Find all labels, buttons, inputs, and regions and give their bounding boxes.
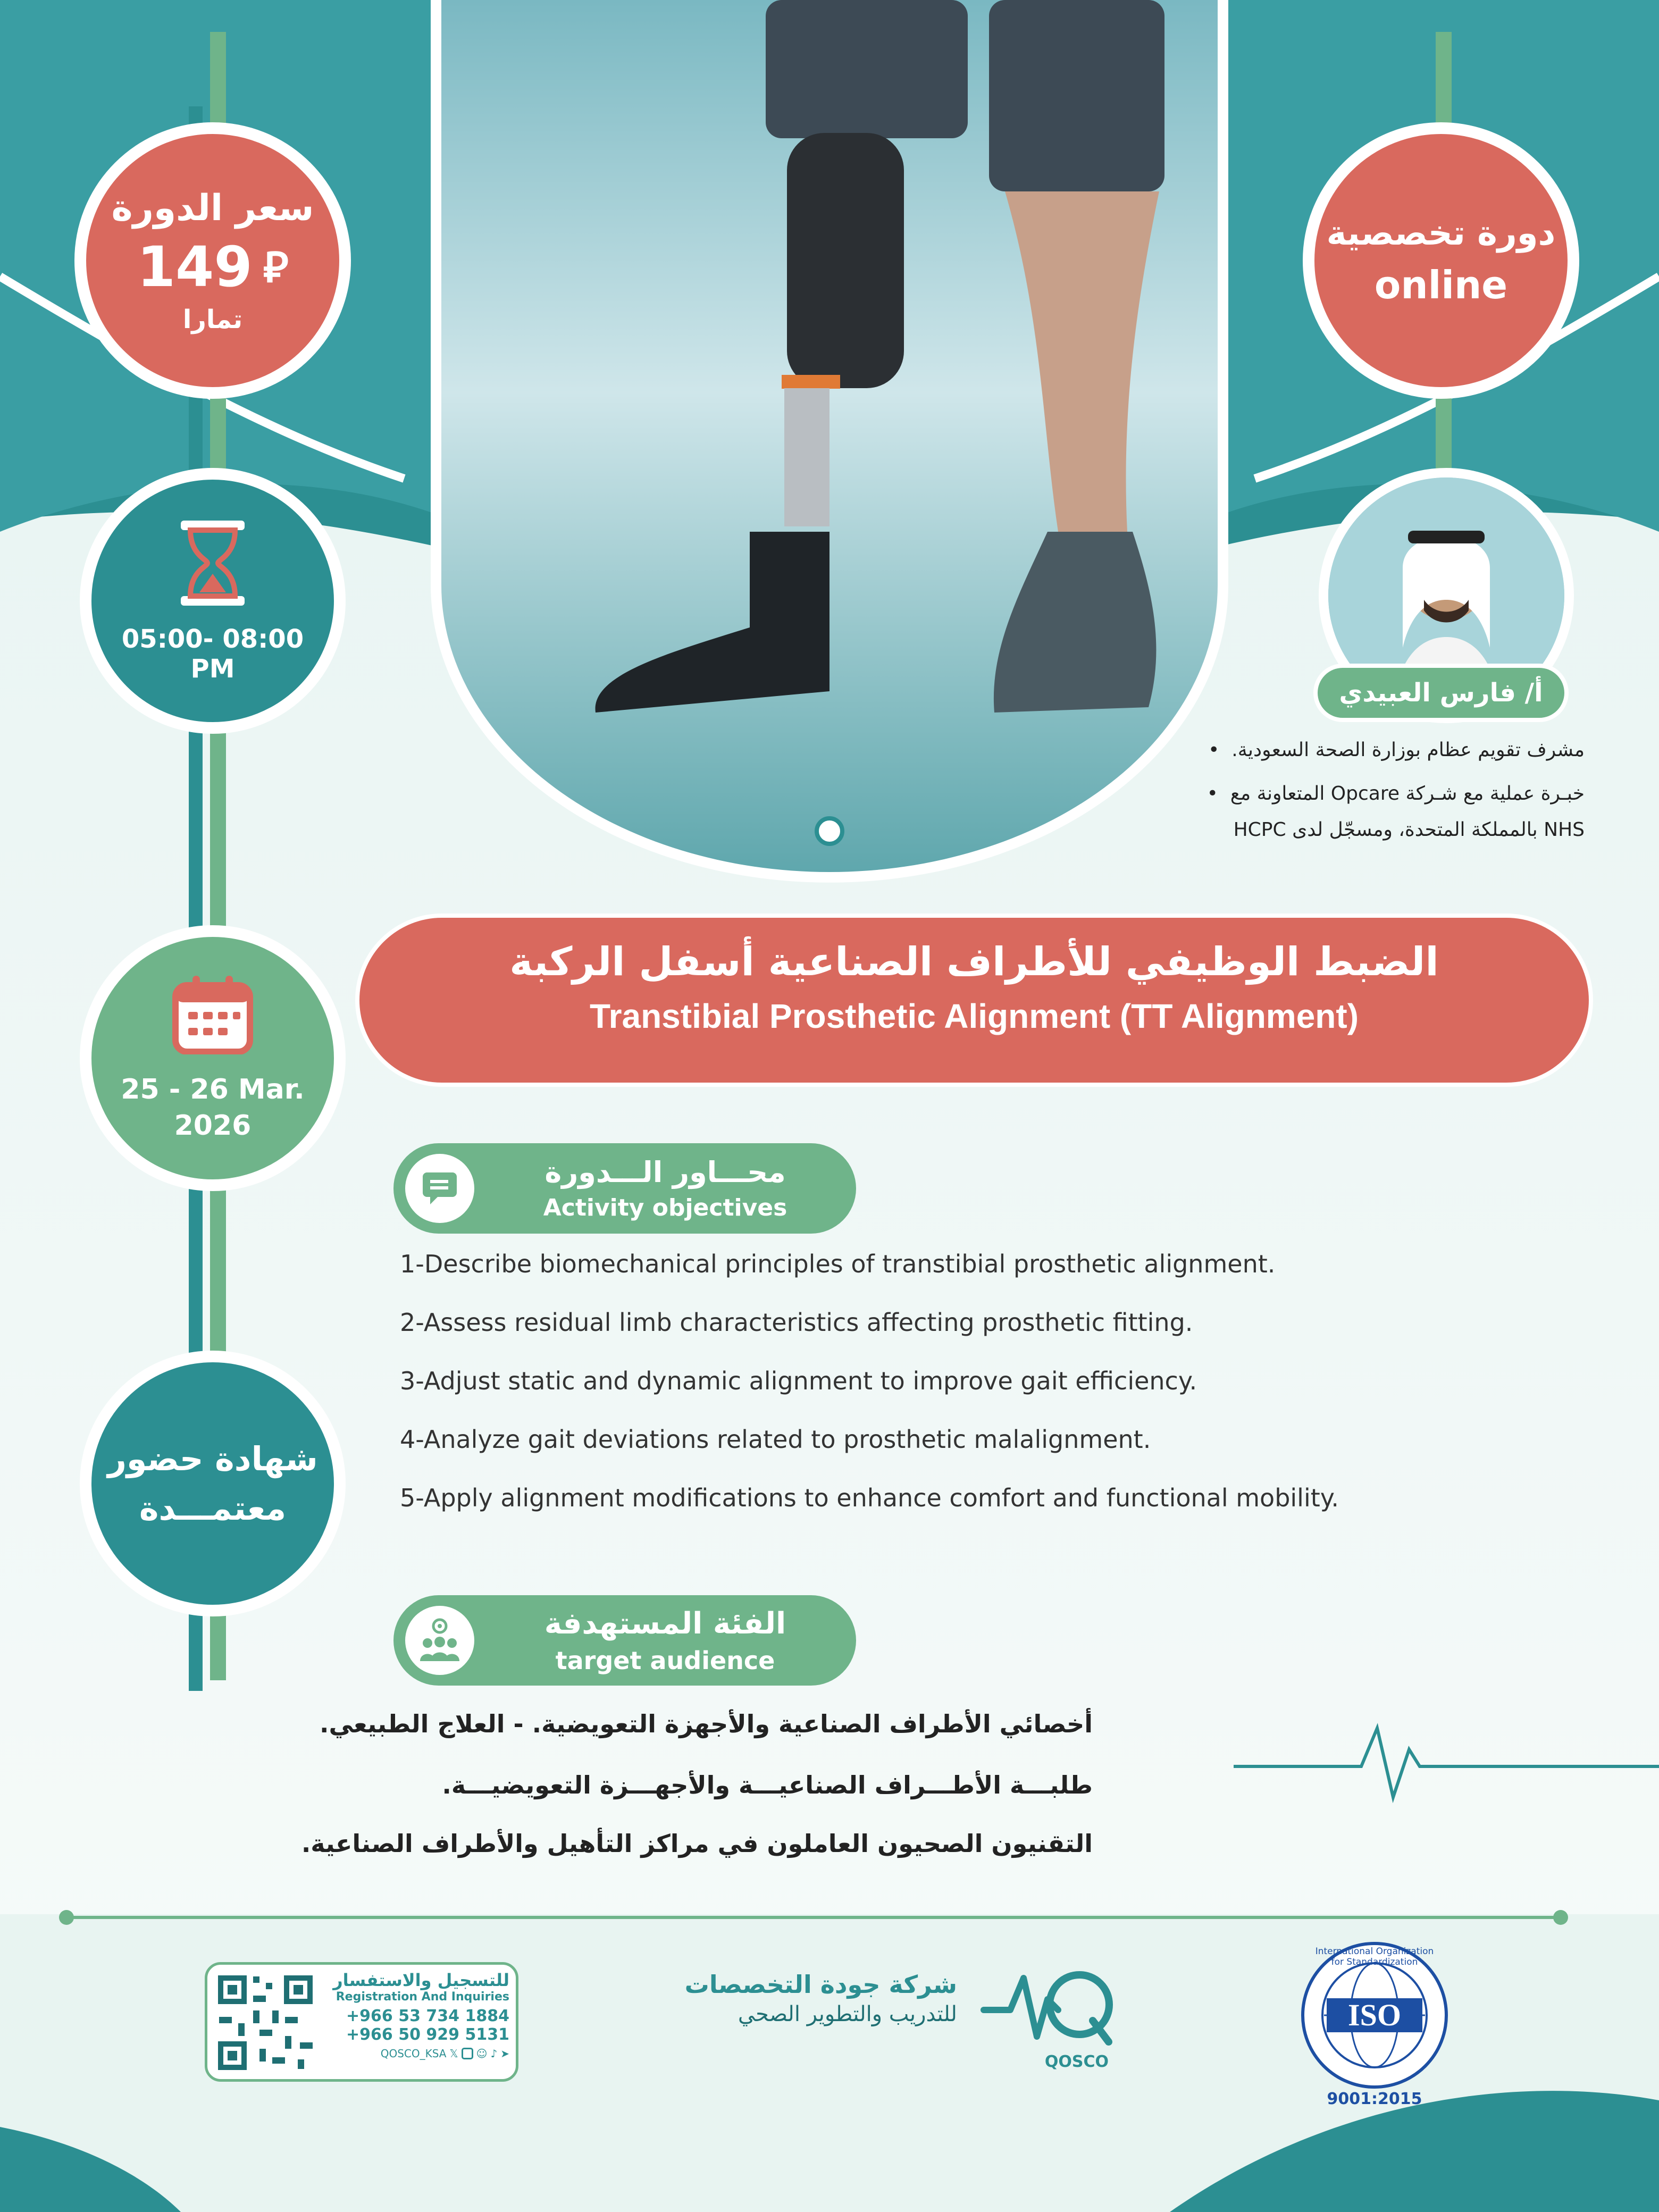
objectives-title-arabic: محـــاور الـــدورة <box>544 1155 786 1189</box>
hourglass-icon <box>175 518 250 608</box>
social-handle[interactable]: QOSCO_KSA <box>380 2047 447 2060</box>
course-type-badge <box>1303 122 1579 399</box>
phone-number-1[interactable]: +966 53 734 1884 <box>346 2007 509 2025</box>
certificate-line2: معتمـــدة <box>139 1489 287 1528</box>
audience-header <box>393 1595 856 1686</box>
iso-organization: International Organization for Standardization <box>1315 1946 1434 1967</box>
chat-icon <box>405 1154 474 1223</box>
course-type-online: online <box>1374 263 1508 307</box>
objective-item-5: 5-Apply alignment modifications to enhance comfort and functional mobility. <box>400 1484 1339 1512</box>
date-year: 2026 <box>174 1110 252 1142</box>
objective-item-4: 4-Analyze gait deviations related to prosthetic malalignment. <box>400 1425 1151 1454</box>
registration-title-english: Registration And Inquiries <box>336 1990 509 2004</box>
x-icon[interactable]: 𝕏 <box>449 2047 458 2060</box>
time-range: 05:00- 08:00 <box>121 624 304 654</box>
iso-badge <box>1287 1936 1462 2111</box>
instructor-bio-1: مشرف تقويم عظام بوزارة الصحة السعودية. • <box>1208 739 1585 761</box>
objective-item-1: 1-Describe biomechanical principles of transtibial prosthetic alignment. <box>400 1250 1276 1278</box>
instructor-name-pill <box>1313 664 1569 722</box>
course-title-arabic: الضبط الوظيفي للأطراف الصناعية أسفل الركبة <box>509 939 1439 985</box>
iso-mark: ISO <box>1348 1998 1401 2032</box>
course-title-banner <box>355 914 1593 1087</box>
registration-card <box>205 1962 518 2082</box>
registration-title-arabic: للتسجيل والاستفسار <box>333 1970 509 1990</box>
company-name-block <box>681 1970 957 2026</box>
riyal-symbol: ⃁ <box>263 242 289 292</box>
iso-standard: 9001:2015 <box>1327 2090 1422 2108</box>
heartbeat-logo-icon <box>978 1957 1117 2052</box>
audience-item-2: طلبـــة الأطـــراف الصناعيـــة والأجهـــزة التعويضيـــة. <box>442 1771 1093 1799</box>
instagram-icon[interactable] <box>462 2048 473 2059</box>
objective-item-3: 3-Adjust static and dynamic alignment to improve gait efficiency. <box>400 1367 1197 1395</box>
qr-code-icon[interactable] <box>215 1972 316 2073</box>
audience-item-3: التقنيون الصحيون العاملون في مراكز التأهيل والأطراف الصناعية. <box>301 1829 1093 1858</box>
calendar-icon <box>170 975 255 1054</box>
objectives-title-english: Activity objectives <box>543 1194 787 1221</box>
audience-title-arabic: الفئة المستهدفة <box>544 1606 786 1641</box>
qosco-logo <box>978 1957 1117 2074</box>
instructor-bio-2: خبـرة عملية مع شـركة Opcare المتعاونة مع • <box>1206 783 1585 805</box>
company-name: شركة جودة التخصصات <box>684 1970 957 1999</box>
qosco-logo-text: QOSCO <box>1044 2052 1109 2071</box>
date-badge <box>80 925 346 1191</box>
certificate-line1: شهادة حضور <box>107 1439 318 1478</box>
audience-title-english: target audience <box>555 1646 775 1675</box>
date-days: 25 - 26 Mar. <box>121 1074 305 1105</box>
audience-item-1: أخصائي الأطراف الصناعية والأجهزة التعويضية. - العلاج الطبيعي. <box>320 1710 1093 1738</box>
price-badge <box>74 122 351 399</box>
snapchat-icon[interactable]: ☺ <box>476 2047 488 2060</box>
telegram-icon[interactable]: ➤ <box>500 2047 509 2060</box>
course-title-english: Transtibial Prosthetic Alignment (TT Alignment) <box>590 997 1359 1035</box>
price-label: سعر الدورة <box>111 187 314 229</box>
course-type-arabic: دورة تخصصية <box>1326 214 1556 253</box>
tamara-logo: تمارا <box>182 304 243 334</box>
instructor-name: أ/ فارس العبيدي <box>1339 678 1543 708</box>
time-period: PM <box>190 654 235 684</box>
time-badge <box>80 468 346 734</box>
objectives-header <box>393 1143 856 1234</box>
price-amount: 149 <box>137 234 253 299</box>
objective-item-2: 2-Assess residual limb characteristics affecting prosthetic fitting. <box>400 1308 1193 1337</box>
audience-icon <box>405 1606 474 1675</box>
phone-number-2[interactable]: +966 50 929 5131 <box>346 2025 509 2044</box>
certificate-badge <box>80 1351 346 1616</box>
instructor-bio-3: NHS بالمملكة المتحدة، ومسجّل لدى HCPC <box>1233 819 1585 841</box>
tiktok-icon[interactable]: ♪ <box>490 2047 498 2060</box>
company-tagline: للتدريب والتطوير الصحي <box>738 2002 957 2026</box>
